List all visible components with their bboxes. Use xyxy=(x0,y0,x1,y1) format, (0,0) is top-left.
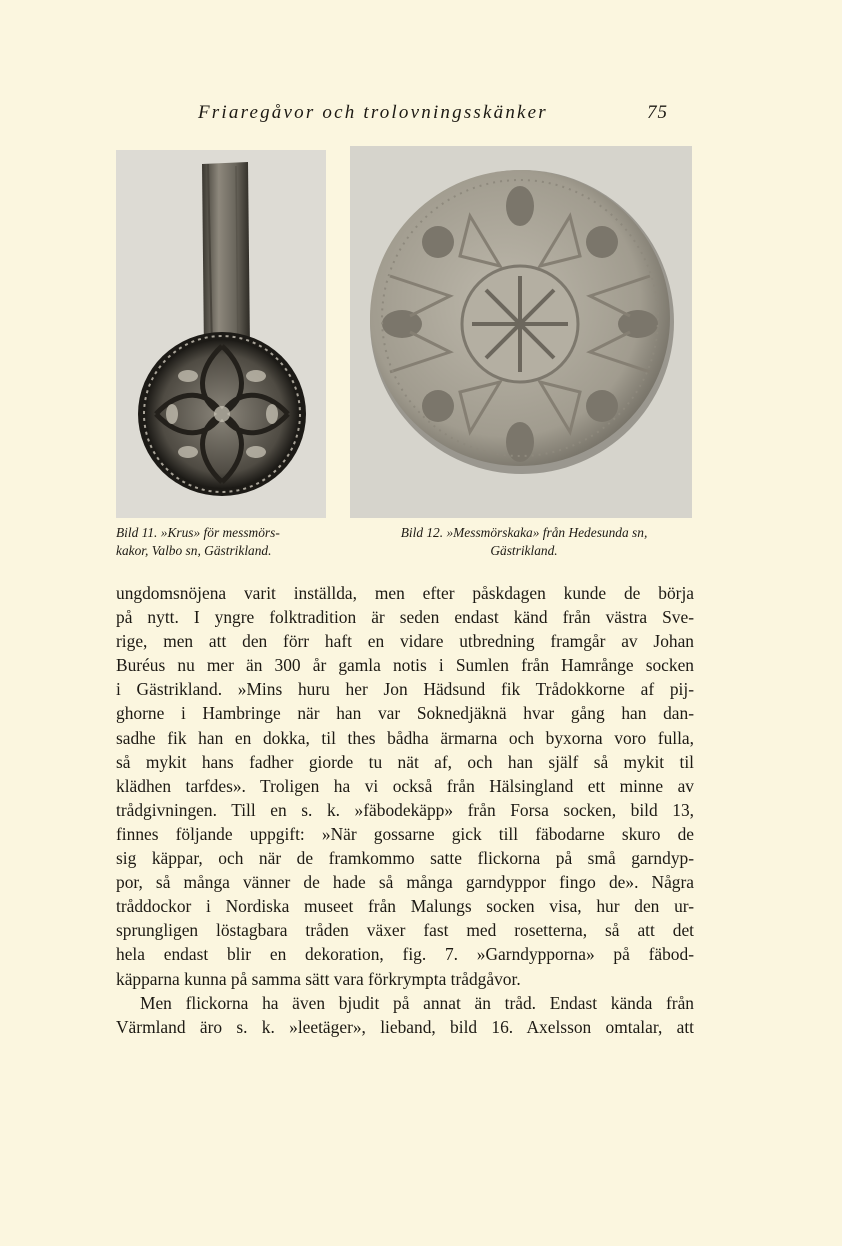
running-title: Friaregåvor och trolovningsskänker xyxy=(198,102,548,123)
whey-cheese-cake-photo-icon xyxy=(350,146,692,518)
text-line: Buréus nu mer än 300 år gamla notis i Sumlen från Hamrånge socken xyxy=(116,655,694,676)
butter-stamp-illustration xyxy=(116,150,326,518)
text-line: sig käppar, och när de framkommo satte flickorna på små garndyp- xyxy=(116,848,694,869)
text-line: sprungligen löstagbara tråden växer fast med rosetterna, så att det xyxy=(116,920,694,941)
text-line: finnes följande uppgift: »När gossarne gick till fäbodarne skuro de xyxy=(116,823,694,844)
text-line: ghorne i Hambringe när han var Soknedjäknä hvar gång han dan- xyxy=(116,703,694,724)
text-line: ungdomsnöjena varit inställda, men efter påskdagen kunde de börja xyxy=(116,583,694,603)
text-line: klädhen tarfdes». Troligen ha vi också från Hälsingland ett minne av xyxy=(116,775,694,796)
body-text xyxy=(116,581,694,1039)
text-line: trådgivningen. Till en s. k. »fäbodekäpp» från Forsa socken, bild 13, xyxy=(116,799,694,820)
text-line: i Gästrikland. »Mins huru her Jon Hädsund fik Trådokkorne af pij- xyxy=(116,679,694,700)
text-line: Värmland äro s. k. »leetäger», lieband, bild 16. Axelsson omtalar, att xyxy=(116,1016,694,1037)
page-number: 75 xyxy=(647,102,668,123)
caption-line: Gästrikland. xyxy=(490,543,558,558)
figure-12-caption xyxy=(356,524,692,560)
text-line: så mykit hans fadher giorde tu nät af, och han själf så mykit til xyxy=(116,751,694,772)
caption-line: Bild 11. »Krus» för messmörs- xyxy=(116,525,280,540)
figure-11-caption xyxy=(116,524,346,560)
text-line: por, så många vänner de hade så många garndyppor fingo de». Några xyxy=(116,872,694,893)
whey-cheese-cake-illustration xyxy=(350,146,692,518)
text-line: tråddockor i Nordiska museet från Malungs socken visa, hur den ur- xyxy=(116,896,694,917)
caption-line: kakor, Valbo sn, Gästrikland. xyxy=(116,543,272,558)
text-line: hela endast blir en dekoration, fig. 7. »Garndypporna» på fäbod- xyxy=(116,944,694,965)
text-line: Men flickorna ha även bjudit på annat än tråd. Endast kända från xyxy=(140,992,694,1013)
caption-line: Bild 12. »Messmörskaka» från Hedesunda sn, xyxy=(400,525,648,540)
running-header xyxy=(198,102,668,132)
text-line: käpparna kunna på samma sätt vara förkrympta trådgåvor. xyxy=(116,968,521,989)
text-line: sadhe fik han en dokka, til thes bådha ärmarna och byxorna voro fulla, xyxy=(116,727,694,748)
text-line: rige, men att den förr haft en vidare utbredning framgår av Johan xyxy=(116,631,694,652)
butter-stamp-photo-icon xyxy=(116,150,326,518)
text-line: på nytt. I yngre folktradition är seden endast känd från västra Sve- xyxy=(116,607,694,628)
